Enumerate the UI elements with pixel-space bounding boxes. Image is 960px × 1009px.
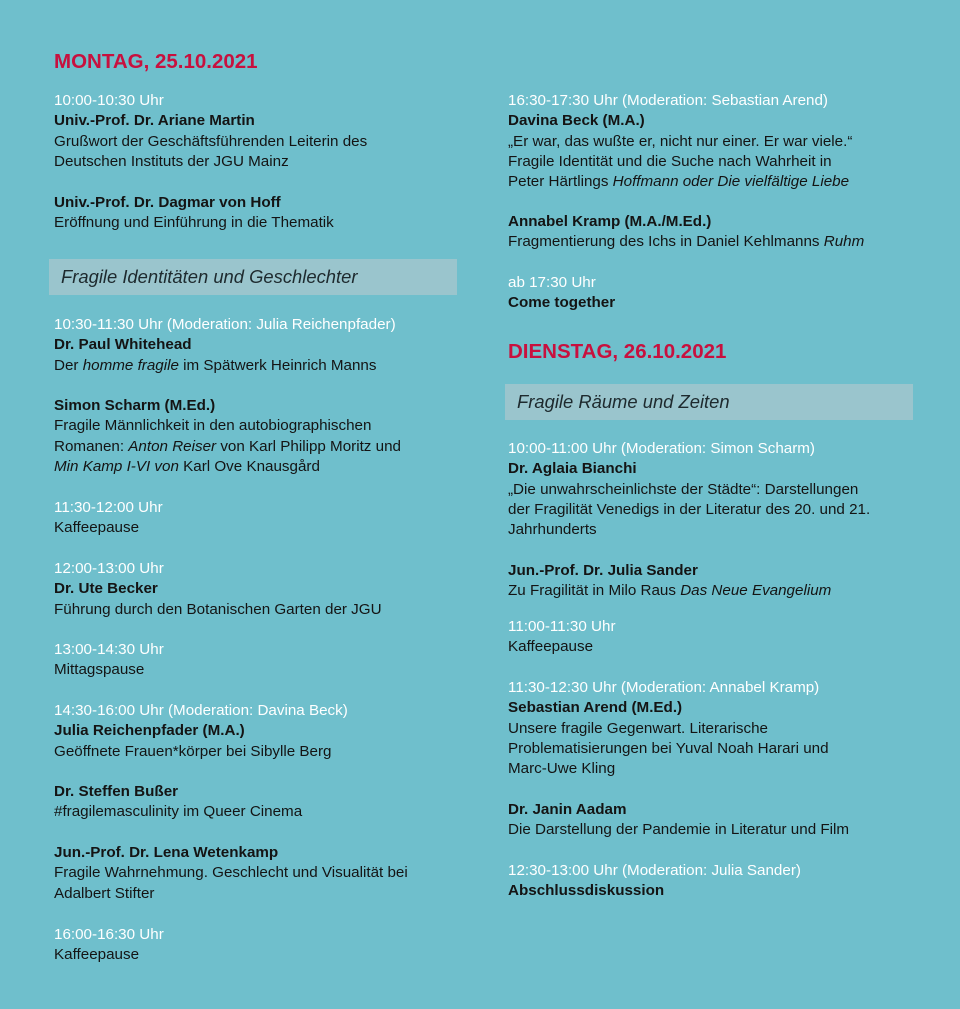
speaker-name: Simon Scharm (M.Ed.) xyxy=(54,397,216,414)
time-slot: ab 17:30 Uhr xyxy=(508,274,596,291)
talk-title: Geöffnete Frauen*körper bei Sibylle Berg xyxy=(54,742,332,760)
talk-title: „Die unwahrscheinlichste der Städte“: Darstellungen xyxy=(508,480,859,498)
day-heading-tuesday: DIENSTAG, 26.10.2021 xyxy=(508,340,727,363)
speaker-name: Dr. Paul Whitehead xyxy=(54,336,192,354)
time-slot: 11:30-12:00 Uhr xyxy=(54,499,163,516)
program-item xyxy=(54,925,474,966)
text-part: im Spätwerk Heinrich Manns xyxy=(178,356,377,374)
section-header: Fragile Räume und Zeiten xyxy=(505,384,913,420)
talk-title xyxy=(508,172,928,192)
text-part: Karl Ove Knausgård xyxy=(178,457,320,475)
speaker-name: Univ.-Prof. Dr. Ariane Martin xyxy=(54,112,255,130)
talk-title: Marc-Uwe Kling xyxy=(508,760,616,778)
talk-title: Deutschen Instituts der JGU Mainz xyxy=(54,152,289,170)
speaker-name: Dr. Janin Aadam xyxy=(508,801,627,818)
time-slot: 10:00-11:00 Uhr (Moderation: Simon Scharm) xyxy=(508,440,815,457)
program-item xyxy=(508,439,928,540)
program-item xyxy=(508,561,928,602)
text-part: Peter Härtlings xyxy=(508,173,613,191)
talk-title: #fragilemasculinity im Queer Cinema xyxy=(54,803,303,821)
talk-title: Die Darstellung der Pandemie in Literatur und Film xyxy=(508,821,850,839)
time-slot: 16:00-16:30 Uhr xyxy=(54,926,164,943)
text-part: von Karl Philipp Moritz und xyxy=(216,437,401,455)
speaker-name: Annabel Kramp (M.A./M.Ed.) xyxy=(508,213,712,230)
time-slot: 12:30-13:00 Uhr (Moderation: Julia Sander) xyxy=(508,862,801,879)
program-item xyxy=(508,273,928,314)
program-item xyxy=(508,678,928,779)
program-item xyxy=(54,315,474,376)
program-item xyxy=(54,498,474,539)
talk-title xyxy=(508,581,928,601)
speaker-name: Davina Beck (M.A.) xyxy=(508,112,645,130)
text-part: Zu Fragilität in Milo Raus xyxy=(508,582,681,600)
program-item xyxy=(508,91,928,192)
speaker-name: Dr. Steffen Bußer xyxy=(54,783,179,800)
program-item xyxy=(54,701,474,762)
program-item xyxy=(54,193,474,234)
break-label: Kaffeepause xyxy=(508,638,594,656)
speaker-name: Dr. Aglaia Bianchi xyxy=(508,460,637,478)
break-label: Kaffeepause xyxy=(54,946,140,964)
time-slot: 16:30-17:30 Uhr (Moderation: Sebastian Arend) xyxy=(508,92,828,109)
speaker-name: Jun.-Prof. Dr. Julia Sander xyxy=(508,562,698,579)
talk-title xyxy=(54,437,474,457)
talk-title: Grußwort der Geschäftsführenden Leiterin des xyxy=(54,132,368,150)
program-item xyxy=(508,861,928,902)
talk-title: Fragile Männlichkeit in den autobiographischen xyxy=(54,417,372,435)
talk-title: der Fragilität Venedigs in der Literatur des 20. und 21. xyxy=(508,500,871,518)
text-part-italic: Min Kamp I-VI von xyxy=(54,457,179,475)
talk-title: Eröffnung und Einführung in die Thematik xyxy=(54,214,334,232)
program-item xyxy=(508,212,928,253)
talk-title: Fragile Wahrnehmung. Geschlecht und Visualität bei xyxy=(54,864,408,882)
program-item xyxy=(54,640,474,681)
text-part-italic: Anton Reiser xyxy=(128,437,217,455)
time-slot: 10:30-11:30 Uhr (Moderation: Julia Reichenpfader) xyxy=(54,316,396,333)
talk-title: Fragile Identität und die Suche nach Wahrheit in xyxy=(508,152,832,170)
program-item xyxy=(54,843,474,904)
talk-title: Führung durch den Botanischen Garten der JGU xyxy=(54,600,382,618)
speaker-name: Dr. Ute Becker xyxy=(54,580,158,598)
talk-title: Jahrhunderts xyxy=(508,521,597,539)
talk-title: Unsere fragile Gegenwart. Literarische xyxy=(508,719,768,737)
talk-title xyxy=(54,457,474,477)
event-label: Come together xyxy=(508,294,616,312)
speaker-name: Julia Reichenpfader (M.A.) xyxy=(54,722,245,740)
program-item xyxy=(508,800,928,841)
program-item xyxy=(508,617,928,658)
section-header: Fragile Identitäten und Geschlechter xyxy=(49,259,457,295)
talk-title: Adalbert Stifter xyxy=(54,884,155,902)
break-label: Mittagspause xyxy=(54,661,145,679)
text-part: Der xyxy=(54,356,83,374)
time-slot: 10:00-10:30 Uhr xyxy=(54,92,164,109)
text-part-italic: Hoffmann oder Die vielfältige Liebe xyxy=(612,173,850,191)
time-slot: 14:30-16:00 Uhr (Moderation: Davina Beck) xyxy=(54,702,348,719)
talk-title xyxy=(54,356,474,376)
speaker-name: Sebastian Arend (M.Ed.) xyxy=(508,699,683,717)
talk-title xyxy=(508,232,928,252)
speaker-name: Jun.-Prof. Dr. Lena Wetenkamp xyxy=(54,844,279,861)
time-slot: 11:00-11:30 Uhr xyxy=(508,618,616,635)
time-slot: 12:00-13:00 Uhr xyxy=(54,560,164,577)
program-item xyxy=(54,782,474,823)
text-part: Romanen: xyxy=(54,437,129,455)
day-heading-monday: MONTAG, 25.10.2021 xyxy=(54,50,258,73)
speaker-name: Univ.-Prof. Dr. Dagmar von Hoff xyxy=(54,194,281,211)
program-item xyxy=(54,559,474,620)
text-part-italic: homme fragile xyxy=(82,356,179,374)
talk-title: Problematisierungen bei Yuval Noah Harari und xyxy=(508,739,829,757)
break-label: Kaffeepause xyxy=(54,519,140,537)
text-part-italic: Das Neue Evangelium xyxy=(680,582,832,600)
program-item xyxy=(54,396,474,477)
time-slot: 11:30-12:30 Uhr (Moderation: Annabel Kramp) xyxy=(508,679,820,696)
event-label: Abschlussdiskussion xyxy=(508,882,665,900)
text-part-italic: Ruhm xyxy=(823,233,865,251)
program-item xyxy=(54,91,474,172)
time-slot: 13:00-14:30 Uhr xyxy=(54,641,164,658)
talk-title: „Er war, das wußte er, nicht nur einer. Er war viele.“ xyxy=(508,132,853,150)
text-part: Fragmentierung des Ichs in Daniel Kehlmanns xyxy=(508,233,824,251)
